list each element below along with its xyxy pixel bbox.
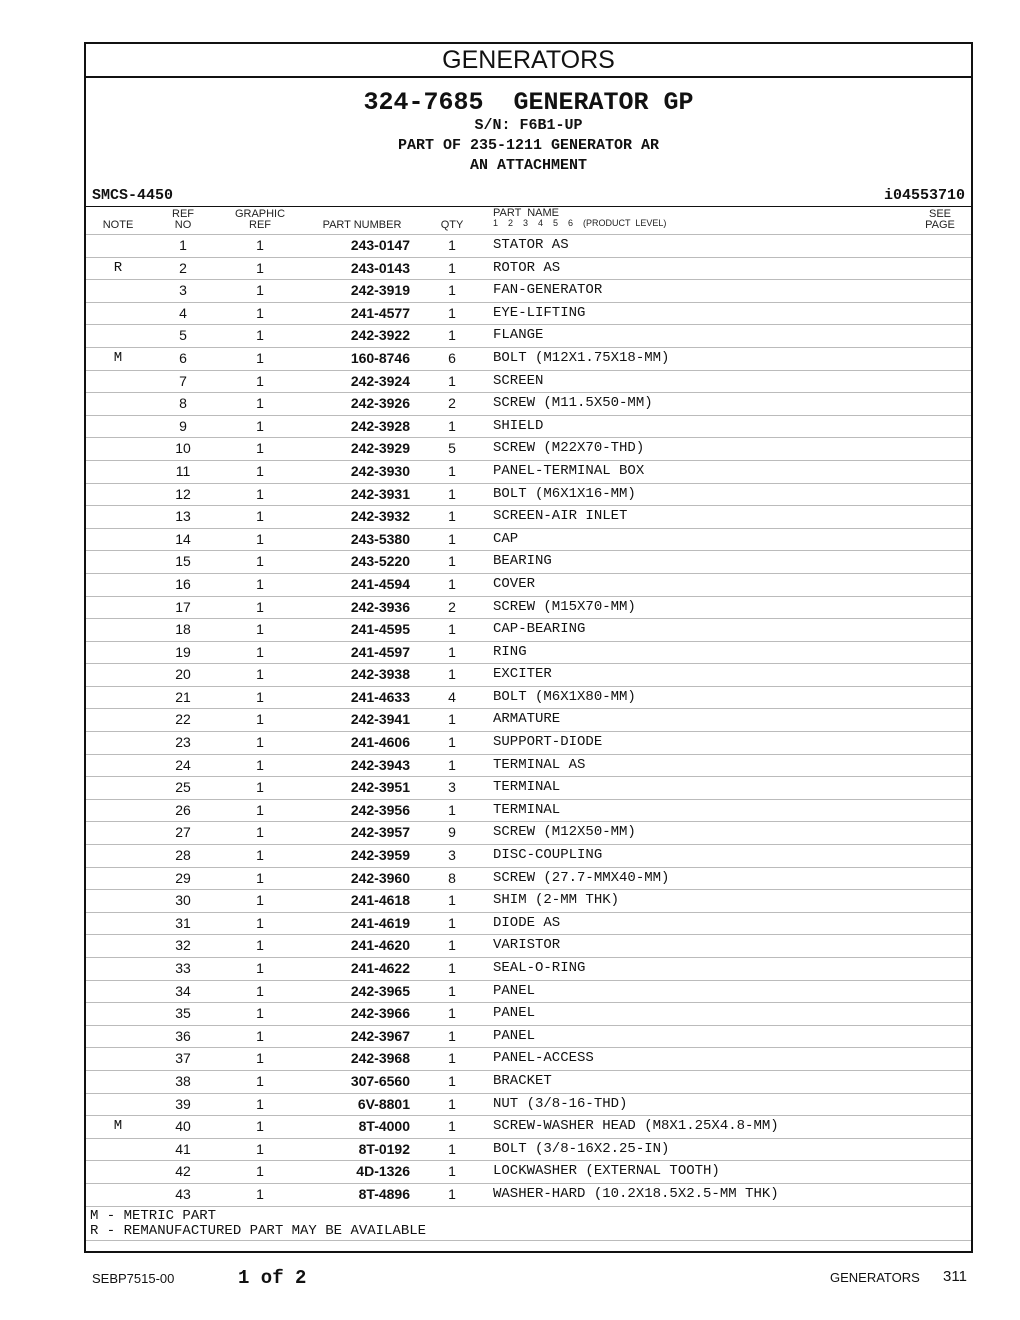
part-name-cell: SCREEN-AIR INLET xyxy=(493,508,628,525)
part-name-cell: PANEL-TERMINAL BOX xyxy=(493,462,645,479)
part-name-cell: EYE-LIFTING xyxy=(493,304,586,321)
table-row xyxy=(86,889,971,912)
part-name-cell: BRACKET xyxy=(493,1072,552,1089)
legend xyxy=(86,1206,971,1241)
graphic-ref-cell: 1 xyxy=(256,530,264,547)
ref-no-cell: 11 xyxy=(175,462,191,479)
part-number-cell: 241-4622 xyxy=(350,960,410,976)
table-row xyxy=(86,279,971,302)
table-row xyxy=(86,596,971,619)
table-row xyxy=(86,257,971,280)
part-name-cell: CAP-BEARING xyxy=(493,621,586,638)
part-number-cell: 242-3919 xyxy=(350,282,410,299)
table-row xyxy=(86,1093,971,1116)
qty-cell: 1 xyxy=(448,801,456,818)
table-row xyxy=(86,1115,971,1138)
column-headers xyxy=(86,207,971,234)
qty-cell: 1 xyxy=(448,960,456,976)
qty-cell: 1 xyxy=(448,417,456,434)
graphic-ref-cell: 1 xyxy=(256,462,264,479)
graphic-ref-cell: 1 xyxy=(256,259,264,276)
part-name-cell: SCREW (M15X70-MM) xyxy=(493,598,636,615)
col-part-name: PART NAME xyxy=(493,207,560,219)
part-name-cell: SCREW-WASHER HEAD (M8X1.25X4.8-MM) xyxy=(493,1118,779,1135)
qty-cell: 1 xyxy=(448,1027,456,1044)
graphic-ref-cell: 1 xyxy=(256,914,264,931)
qty-cell: 1 xyxy=(448,462,456,479)
part-number-cell: 242-3968 xyxy=(350,1050,410,1067)
qty-cell: 1 xyxy=(448,756,456,773)
table-row xyxy=(86,934,971,957)
table-row xyxy=(86,754,971,777)
graphic-ref-cell: 1 xyxy=(256,237,264,253)
part-number-cell: 242-3941 xyxy=(350,711,410,728)
part-name-cell: BOLT (M6X1X16-MM) xyxy=(493,485,636,502)
part-number-cell: 242-3967 xyxy=(350,1027,410,1044)
qty-cell: 1 xyxy=(448,666,456,683)
part-number-cell: 242-3928 xyxy=(350,417,410,434)
graphic-ref-cell: 1 xyxy=(256,801,264,818)
qty-cell: 1 xyxy=(448,553,456,570)
ref-no-cell: 39 xyxy=(175,1095,191,1112)
ref-no-cell: 7 xyxy=(179,372,187,389)
part-number-cell: 160-8746 xyxy=(350,349,410,366)
attachment-line: AN ATTACHMENT xyxy=(469,157,588,174)
qty-cell: 6 xyxy=(448,349,456,366)
graphic-ref-cell: 1 xyxy=(256,892,264,909)
qty-cell: 1 xyxy=(448,643,456,660)
qty-cell: 1 xyxy=(448,282,456,299)
part-name-cell: TERMINAL xyxy=(493,801,561,818)
table-row xyxy=(86,460,971,483)
table-row xyxy=(86,505,971,528)
page-of: 1 of 2 xyxy=(238,1267,307,1289)
part-name-cell: PANEL xyxy=(493,982,536,999)
group-title: 324-7685 GENERATOR GP xyxy=(363,88,694,117)
graphic-ref-cell: 1 xyxy=(256,282,264,299)
col-graphic-top: GRAPHIC xyxy=(234,208,286,220)
part-number-cell: 243-5220 xyxy=(350,553,410,570)
table-row xyxy=(86,799,971,822)
ref-no-cell: 30 xyxy=(175,892,191,909)
graphic-ref-cell: 1 xyxy=(256,417,264,434)
ref-no-cell: 25 xyxy=(175,779,191,796)
part-number-cell: 8T-0192 xyxy=(358,1140,410,1157)
ref-no-cell: 37 xyxy=(175,1050,191,1067)
graphic-ref-cell: 1 xyxy=(256,960,264,976)
table-row xyxy=(86,663,971,686)
graphic-ref-cell: 1 xyxy=(256,1163,264,1180)
qty-cell: 1 xyxy=(448,711,456,728)
ref-no-cell: 40 xyxy=(175,1118,191,1135)
graphic-ref-cell: 1 xyxy=(256,982,264,999)
table-row xyxy=(86,347,971,370)
table-row xyxy=(86,957,971,980)
part-name-cell: ARMATURE xyxy=(493,711,561,728)
part-name-cell: EXCITER xyxy=(493,666,552,683)
part-number-cell: 242-3931 xyxy=(350,485,410,502)
ref-no-cell: 19 xyxy=(175,643,191,660)
table-row xyxy=(86,392,971,415)
table-row xyxy=(86,528,971,551)
ref-no-cell: 9 xyxy=(179,417,187,434)
part-name-cell: SUPPORT-DIODE xyxy=(493,734,603,751)
qty-cell: 1 xyxy=(448,237,456,253)
graphic-ref-cell: 1 xyxy=(256,1118,264,1135)
part-number-cell: 242-3930 xyxy=(350,462,410,479)
ref-no-cell: 28 xyxy=(175,847,191,864)
qty-cell: 1 xyxy=(448,1050,456,1067)
part-number-cell: 241-4597 xyxy=(350,643,410,660)
table-row xyxy=(86,618,971,641)
part-name-cell: TERMINAL AS xyxy=(493,756,586,773)
col-note: NOTE xyxy=(102,219,134,231)
graphic-ref-cell: 1 xyxy=(256,869,264,886)
part-number-cell: 242-3965 xyxy=(350,982,410,999)
ref-no-cell: 27 xyxy=(175,824,191,841)
table-row xyxy=(86,821,971,844)
qty-cell: 1 xyxy=(448,259,456,276)
part-name-cell: CAP xyxy=(493,530,519,547)
group-header xyxy=(86,90,971,176)
table-row xyxy=(86,550,971,573)
col-qty: QTY xyxy=(440,219,464,231)
table-row xyxy=(86,234,971,257)
ref-no-cell: 4 xyxy=(179,304,187,321)
graphic-ref-cell: 1 xyxy=(256,327,264,344)
part-number-cell: 241-4620 xyxy=(350,937,410,954)
qty-cell: 1 xyxy=(448,982,456,999)
graphic-ref-cell: 1 xyxy=(256,937,264,954)
ref-no-cell: 10 xyxy=(175,440,191,457)
qty-cell: 1 xyxy=(448,914,456,931)
graphic-ref-cell: 1 xyxy=(256,1140,264,1157)
ref-no-cell: 14 xyxy=(175,530,191,547)
ref-no-cell: 36 xyxy=(175,1027,191,1044)
part-name-cell: SCREW (M22X70-THD) xyxy=(493,440,645,457)
note-cell: M xyxy=(113,1118,123,1135)
ref-no-cell: 18 xyxy=(175,621,191,638)
ref-no-cell: 29 xyxy=(175,869,191,886)
graphic-ref-cell: 1 xyxy=(256,643,264,660)
graphic-ref-cell: 1 xyxy=(256,1072,264,1089)
part-name-cell: SHIELD xyxy=(493,417,544,434)
part-number-cell: 241-4619 xyxy=(350,914,410,931)
part-name-cell: SEAL-O-RING xyxy=(493,960,586,976)
qty-cell: 1 xyxy=(448,1005,456,1022)
smcs-code: SMCS-4450 xyxy=(92,187,174,204)
part-name-cell: PANEL-ACCESS xyxy=(493,1050,594,1067)
part-number-cell: 241-4595 xyxy=(350,621,410,638)
graphic-ref-cell: 1 xyxy=(256,734,264,751)
table-row xyxy=(86,980,971,1003)
graphic-ref-cell: 1 xyxy=(256,372,264,389)
qty-cell: 1 xyxy=(448,1072,456,1089)
part-number-cell: 243-5380 xyxy=(350,530,410,547)
qty-cell: 1 xyxy=(448,304,456,321)
ref-no-cell: 23 xyxy=(175,734,191,751)
table-row xyxy=(86,844,971,867)
ref-no-cell: 42 xyxy=(175,1163,191,1180)
qty-cell: 8 xyxy=(448,869,456,886)
part-number-cell: 4D-1326 xyxy=(356,1163,410,1180)
part-name-cell: PANEL xyxy=(493,1005,536,1022)
graphic-ref-cell: 1 xyxy=(256,756,264,773)
part-number-cell: 242-3951 xyxy=(350,779,410,796)
part-name-cell: BOLT (M12X1.75X18-MM) xyxy=(493,349,670,366)
part-name-cell: FAN-GENERATOR xyxy=(493,282,603,299)
table-row xyxy=(86,731,971,754)
part-name-cell: SHIM (2-MM THK) xyxy=(493,892,620,909)
part-number-cell: 241-4577 xyxy=(350,304,410,321)
graphic-ref-cell: 1 xyxy=(256,847,264,864)
qty-cell: 3 xyxy=(448,779,456,796)
qty-cell: 1 xyxy=(448,575,456,592)
part-name-cell: LOCKWASHER (EXTERNAL TOOTH) xyxy=(493,1163,720,1180)
graphic-ref-cell: 1 xyxy=(256,598,264,615)
ref-no-cell: 21 xyxy=(175,688,191,705)
qty-cell: 9 xyxy=(448,824,456,841)
part-number-cell: 241-4618 xyxy=(350,892,410,909)
ref-no-cell: 2 xyxy=(179,259,187,276)
qty-cell: 2 xyxy=(448,598,456,615)
graphic-ref-cell: 1 xyxy=(256,1050,264,1067)
legend-reman: R - REMANUFACTURED PART MAY BE AVAILABLE xyxy=(90,1222,427,1239)
qty-cell: 1 xyxy=(448,892,456,909)
ref-no-cell: 20 xyxy=(175,666,191,683)
part-number-cell: 242-3922 xyxy=(350,327,410,344)
part-number-cell: 242-3966 xyxy=(350,1005,410,1022)
graphic-ref-cell: 1 xyxy=(256,666,264,683)
part-name-cell: SCREEN xyxy=(493,372,544,389)
smcs-row xyxy=(86,184,971,207)
ref-no-cell: 16 xyxy=(175,575,191,592)
ref-no-cell: 32 xyxy=(175,937,191,954)
table-row xyxy=(86,415,971,438)
qty-cell: 3 xyxy=(448,847,456,864)
part-name-cell: WASHER-HARD (10.2X18.5X2.5-MM THK) xyxy=(493,1185,779,1202)
graphic-ref-cell: 1 xyxy=(256,1185,264,1202)
qty-cell: 5 xyxy=(448,440,456,457)
graphic-ref-cell: 1 xyxy=(256,553,264,570)
qty-cell: 4 xyxy=(448,688,456,705)
table-row xyxy=(86,912,971,935)
table-row xyxy=(86,641,971,664)
ref-no-cell: 31 xyxy=(175,914,191,931)
col-ref-top: REF xyxy=(172,208,194,220)
ref-no-cell: 5 xyxy=(179,327,187,344)
graphic-ref-cell: 1 xyxy=(256,304,264,321)
graphic-ref-cell: 1 xyxy=(256,395,264,412)
col-part-number: PART NUMBER xyxy=(322,219,402,231)
col-ref-bottom: NO xyxy=(174,219,192,231)
ref-no-cell: 24 xyxy=(175,756,191,773)
table-row xyxy=(86,1002,971,1025)
part-name-cell: SCREW (M12X50-MM) xyxy=(493,824,636,841)
doc-id: SEBP7515-00 xyxy=(92,1271,175,1286)
table-row xyxy=(86,708,971,731)
qty-cell: 1 xyxy=(448,734,456,751)
table-row xyxy=(86,1160,971,1183)
section-title: GENERATORS xyxy=(86,44,971,78)
part-name-cell: SCREW (27.7-MMX40-MM) xyxy=(493,869,670,886)
ref-no-cell: 1 xyxy=(179,237,187,253)
ref-no-cell: 17 xyxy=(175,598,191,615)
table-row xyxy=(86,686,971,709)
table-row xyxy=(86,867,971,890)
qty-cell: 1 xyxy=(448,1185,456,1202)
part-name-cell: BOLT (3/8-16X2.25-IN) xyxy=(493,1140,670,1157)
part-number-cell: 243-0143 xyxy=(350,259,410,276)
parts-list xyxy=(86,234,971,1206)
part-number-cell: 242-3926 xyxy=(350,395,410,412)
ref-no-cell: 13 xyxy=(175,508,191,525)
part-number-cell: 243-0147 xyxy=(350,237,410,253)
qty-cell: 1 xyxy=(448,1163,456,1180)
graphic-ref-cell: 1 xyxy=(256,440,264,457)
part-name-cell: DISC-COUPLING xyxy=(493,847,603,864)
part-number-cell: 241-4606 xyxy=(350,734,410,751)
table-row xyxy=(86,776,971,799)
part-number-cell: 242-3924 xyxy=(350,372,410,389)
ref-no-cell: 3 xyxy=(179,282,187,299)
table-row xyxy=(86,1070,971,1093)
col-graphic-bottom: REF xyxy=(249,219,271,231)
parts-page-frame xyxy=(84,42,973,1253)
footer-section: GENERATORS xyxy=(830,1270,920,1285)
part-number-cell: 307-6560 xyxy=(350,1072,410,1089)
graphic-ref-cell: 1 xyxy=(256,824,264,841)
qty-cell: 1 xyxy=(448,530,456,547)
part-number-cell: 242-3936 xyxy=(350,598,410,615)
part-name-cell: COVER xyxy=(493,575,536,592)
part-number-cell: 242-3938 xyxy=(350,666,410,683)
table-row xyxy=(86,437,971,460)
part-number-cell: 242-3956 xyxy=(350,801,410,818)
part-name-cell: BOLT (M6X1X80-MM) xyxy=(493,688,636,705)
ref-no-cell: 8 xyxy=(179,395,187,412)
part-number-cell: 242-3957 xyxy=(350,824,410,841)
ref-no-cell: 34 xyxy=(175,982,191,999)
qty-cell: 1 xyxy=(448,508,456,525)
ref-no-cell: 41 xyxy=(175,1140,191,1157)
part-number-cell: 242-3943 xyxy=(350,756,410,773)
graphic-ref-cell: 1 xyxy=(256,485,264,502)
table-row xyxy=(86,324,971,347)
ref-no-cell: 12 xyxy=(175,485,191,502)
ref-no-cell: 33 xyxy=(175,960,191,976)
part-number-cell: 241-4633 xyxy=(350,688,410,705)
part-number-cell: 242-3959 xyxy=(350,847,410,864)
graphic-ref-cell: 1 xyxy=(256,1005,264,1022)
part-name-cell: ROTOR AS xyxy=(493,259,561,276)
col-see-top: SEE xyxy=(928,208,951,220)
graphic-ref-cell: 1 xyxy=(256,711,264,728)
table-row xyxy=(86,483,971,506)
table-row xyxy=(86,1138,971,1161)
part-number-cell: 242-3932 xyxy=(350,508,410,525)
graphic-ref-cell: 1 xyxy=(256,508,264,525)
part-name-cell: BEARING xyxy=(493,553,552,570)
qty-cell: 1 xyxy=(448,1095,456,1112)
part-number-cell: 242-3960 xyxy=(350,869,410,886)
part-number-cell: 8T-4000 xyxy=(358,1118,410,1135)
part-name-cell: RING xyxy=(493,643,527,660)
page-number: 311 xyxy=(943,1268,967,1285)
table-row xyxy=(86,573,971,596)
qty-cell: 1 xyxy=(448,327,456,344)
part-name-cell: SCREW (M11.5X50-MM) xyxy=(493,395,653,412)
part-name-cell: TERMINAL xyxy=(493,779,561,796)
qty-cell: 1 xyxy=(448,485,456,502)
graphic-ref-cell: 1 xyxy=(256,349,264,366)
graphic-ref-cell: 1 xyxy=(256,575,264,592)
part-number-cell: 241-4594 xyxy=(350,575,410,592)
ref-no-cell: 6 xyxy=(179,349,187,366)
graphic-ref-cell: 1 xyxy=(256,779,264,796)
part-number-cell: 242-3929 xyxy=(350,440,410,457)
table-row xyxy=(86,1047,971,1070)
ref-no-cell: 22 xyxy=(175,711,191,728)
table-row xyxy=(86,1025,971,1048)
ref-no-cell: 38 xyxy=(175,1072,191,1089)
qty-cell: 1 xyxy=(448,937,456,954)
part-of-line: PART OF 235-1211 GENERATOR AR xyxy=(397,137,660,154)
ref-no-cell: 43 xyxy=(175,1185,191,1202)
illustration-id: i04553710 xyxy=(883,187,965,204)
ref-no-cell: 35 xyxy=(175,1005,191,1022)
part-name-cell: STATOR AS xyxy=(493,237,569,253)
part-name-cell: FLANGE xyxy=(493,327,544,344)
table-row xyxy=(86,1183,971,1206)
graphic-ref-cell: 1 xyxy=(256,688,264,705)
ref-no-cell: 15 xyxy=(175,553,191,570)
qty-cell: 2 xyxy=(448,395,456,412)
part-name-cell: DIODE AS xyxy=(493,914,561,931)
qty-cell: 1 xyxy=(448,1118,456,1135)
qty-cell: 1 xyxy=(448,372,456,389)
qty-cell: 1 xyxy=(448,621,456,638)
graphic-ref-cell: 1 xyxy=(256,1027,264,1044)
part-name-cell: NUT (3/8-16-THD) xyxy=(493,1095,628,1112)
table-row xyxy=(86,370,971,393)
col-product-level: 1 2 3 4 5 6 (PRODUCT LEVEL) xyxy=(493,218,667,228)
graphic-ref-cell: 1 xyxy=(256,1095,264,1112)
legend-metric: M - METRIC PART xyxy=(90,1207,217,1224)
ref-no-cell: 26 xyxy=(175,801,191,818)
graphic-ref-cell: 1 xyxy=(256,621,264,638)
part-number-cell: 6V-8801 xyxy=(357,1095,410,1112)
col-see-bottom: PAGE xyxy=(925,219,955,231)
part-number-cell: 8T-4896 xyxy=(358,1185,410,1202)
part-name-cell: VARISTOR xyxy=(493,937,561,954)
part-name-cell: PANEL xyxy=(493,1027,536,1044)
serial-number: S/N: F6B1-UP xyxy=(474,117,583,134)
qty-cell: 1 xyxy=(448,1140,456,1157)
table-row xyxy=(86,302,971,325)
note-cell: R xyxy=(113,259,123,276)
note-cell: M xyxy=(113,349,123,366)
